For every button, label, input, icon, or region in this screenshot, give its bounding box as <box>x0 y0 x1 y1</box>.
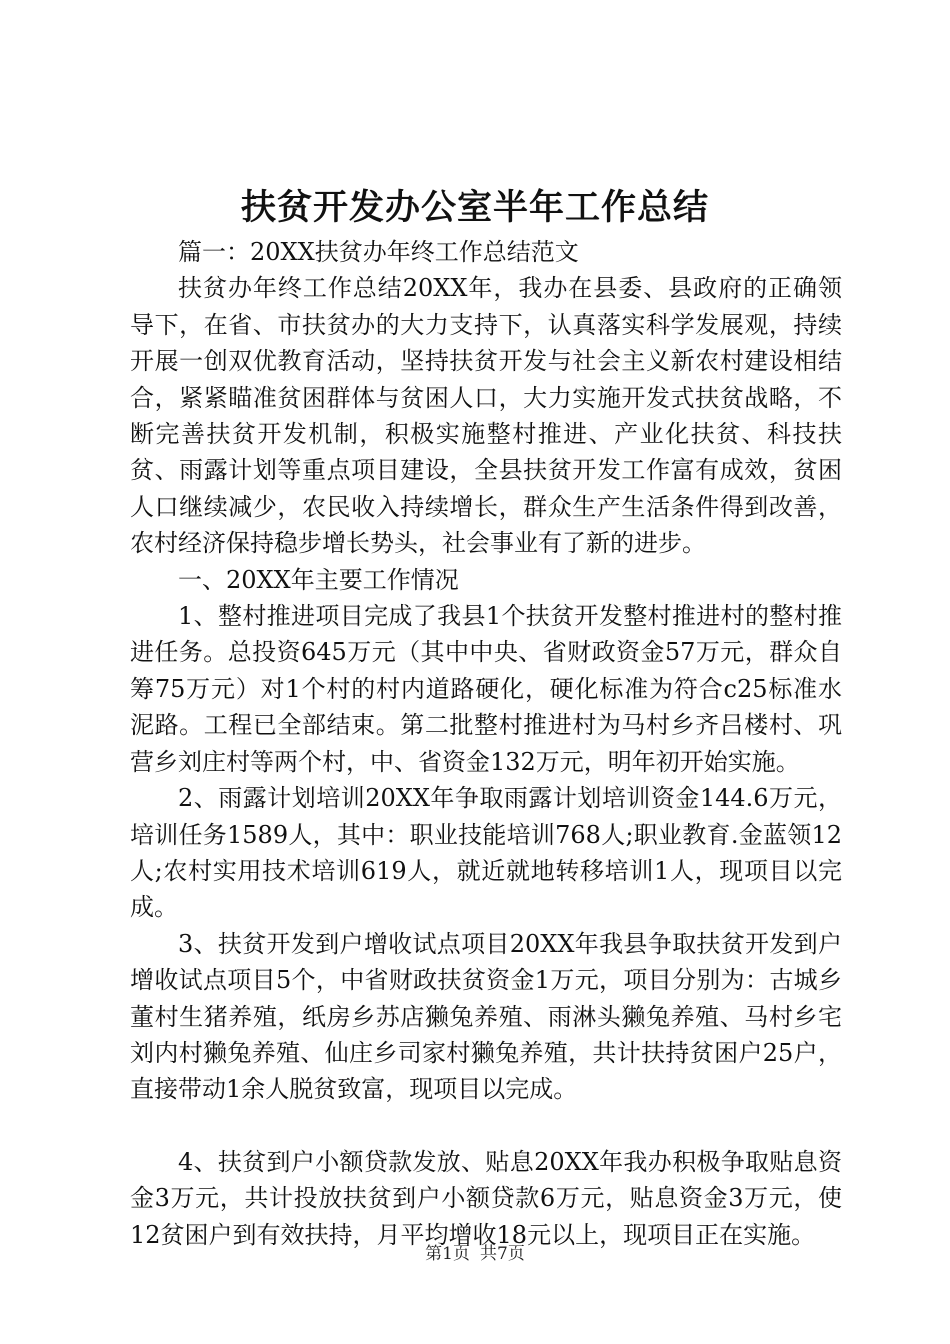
document-body <box>130 234 842 1253</box>
page-footer <box>0 1243 950 1265</box>
page-number: 第1页 <box>425 1244 470 1264</box>
paragraph-item-2: 2、雨露计划培训20XX年争取雨露计划培训资金144.6万元，培训任务1589人，其中：职业技能培训768人;职业教育.金蓝领12人;农村实用技术培训619人，就近就地转移培训1人，现项目以完成。 <box>130 784 842 922</box>
paragraph-subtitle: 篇一：20XX扶贫办年终工作总结范文 <box>178 238 579 266</box>
paragraph-item-4: 4、扶贫到户小额贷款发放、贴息20XX年我办积极争取贴息资金3万元，共计投放扶贫到户小额贷款6万元，贴息资金3万元，使12贫困户到有效扶持，月平均增收18元以上，现项目正在实施。 <box>130 1147 842 1249</box>
paragraph-intro: 扶贫办年终工作总结20XX年，我办在县委、县政府的正确领导下，在省、市扶贫办的大力支持下，认真落实科学发展观，持续开展一创双优教育活动，坚持扶贫开发与社会主义新农村建设相结合，紧紧瞄准贫困群体与贫困人口，大力实施开发式扶贫战略，不断完善扶贫开发机制，积极实施整村推进、产业化扶贫、科技扶贫、雨露计划等重点项目建设，全县扶贫开发工作富有成效，贫困人口继续减少，农民收入持续增长，群众生产生活条件得到改善，农村经济保持稳步增长势头，社会事业有了新的进步。 <box>130 274 842 558</box>
paragraph-item-1: 1、整村推进项目完成了我县1个扶贫开发整村推进村的整村推进任务。总投资645万元（其中中央、省财政资金57万元，群众自筹75万元）对1个村的村内道路硬化，硬化标准为符合c25标准水泥路。工程已全部结束。第二批整村推进村为马村乡齐吕楼村、巩营乡刘庄村等两个村，中、省资金132万元，明年初开始实施。 <box>130 602 842 776</box>
paragraph-item-3: 3、扶贫开发到户增收试点项目20XX年我县争取扶贫开发到户增收试点项目5个，中省财政扶贫资金1万元，项目分别为：古城乡董村生猪养殖，纸房乡苏店獭兔养殖、雨淋头獭兔养殖、马村乡宅刘内村獭兔养殖、仙庄乡司家村獭兔养殖，共计扶持贫困户25户，直接带动1余人脱贫致富，现项目以完成。 <box>130 929 842 1104</box>
page-total: 共7页 <box>480 1244 525 1264</box>
section-heading: 一、20XX年主要工作情况 <box>178 565 459 594</box>
document-title: 扶贫开发办公室半年工作总结 <box>240 188 709 228</box>
